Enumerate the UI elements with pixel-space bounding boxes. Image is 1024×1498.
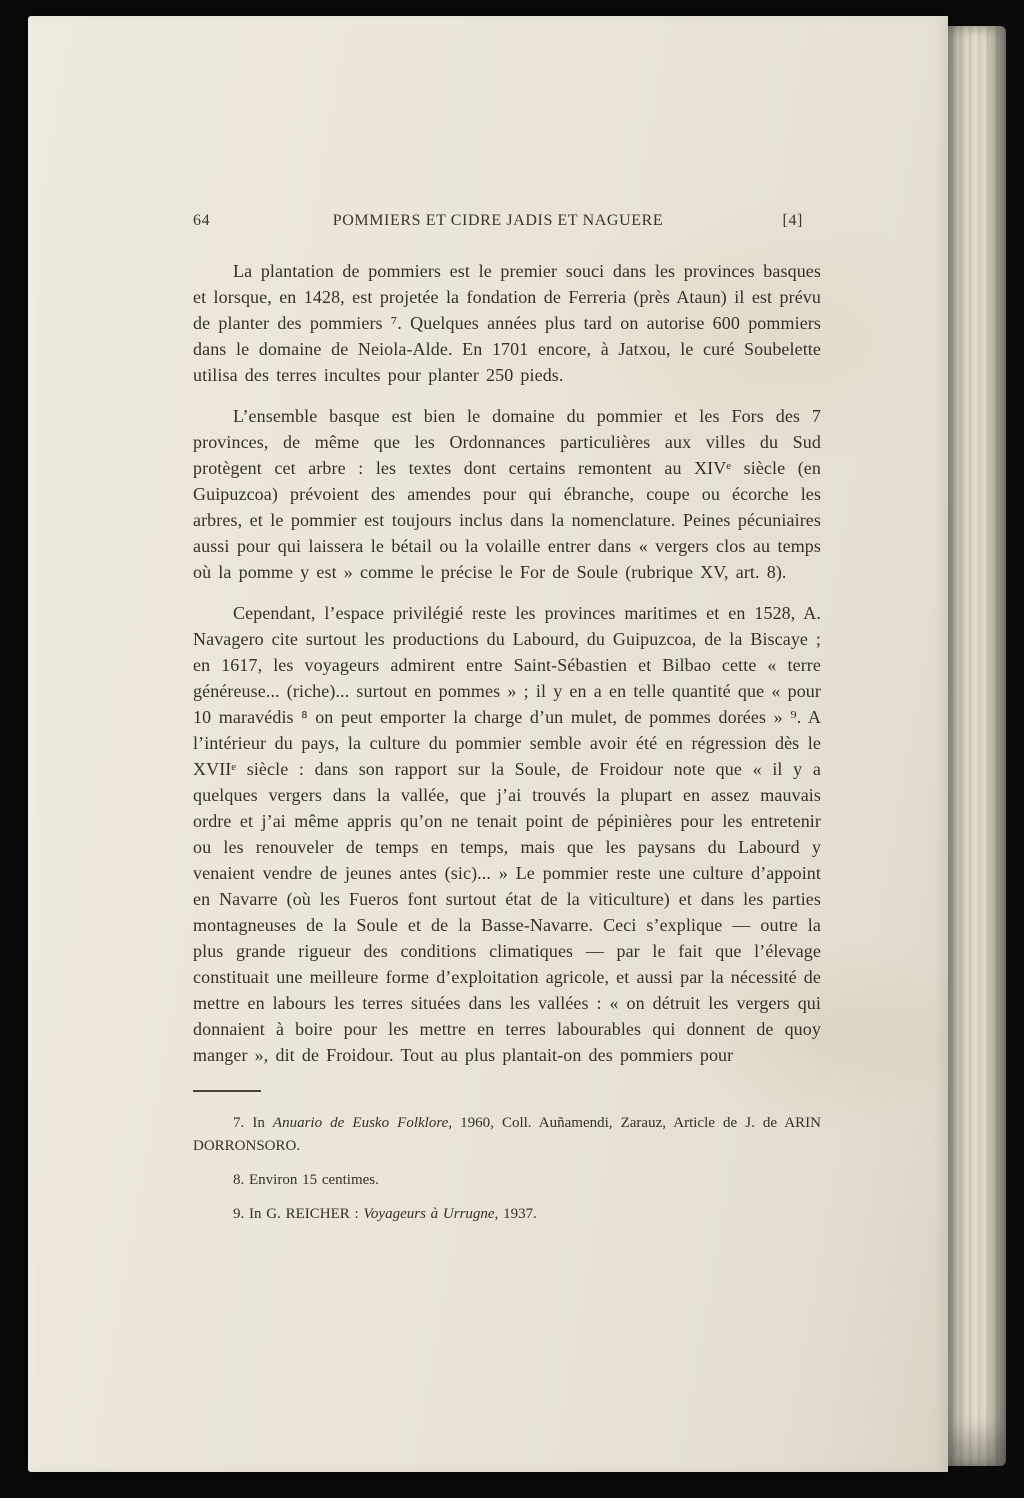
paragraph-2: L’ensemble basque est bien le domaine du pommier et les Fors des 7 provinces, de même que les Ordonnances particulières aux villes du Sud protègent cet arbre : les textes dont certains remontent au XIVᵉ siècle (en Guipuzcoa) prévoient des amendes pour qui ébranche, coupe ou écorche les arbres, et le pommier est toujours inclus dans la nomenclature. Peines pécuniaires aussi pour qui laissera le bétail ou la volaille entrer dans « vergers clos au temps où la pomme y est » comme le précise le For de Soule (rubrique XV, art. 8). (193, 406, 821, 582)
page-edges (946, 26, 1006, 1466)
footnote-9-post: , 1937. (494, 1206, 537, 1222)
footnote-9-pre: 9. In G. REICHER : (233, 1206, 364, 1222)
footnote-8: 8. Environ 15 centimes. (233, 1172, 379, 1188)
footnotes (193, 1112, 821, 1226)
footnote-7-pre: 7. In (233, 1115, 273, 1131)
footnote-9 (193, 1203, 821, 1226)
footnote-7 (193, 1112, 821, 1158)
footnote-7-title: Anuario de Eusko Folklore (272, 1115, 449, 1131)
issue-mark: [4] (782, 212, 803, 229)
body-text (193, 258, 821, 1068)
running-title: POMMIERS ET CIDRE JADIS ET NAGUERE (332, 212, 664, 229)
page-number: 64 (193, 212, 211, 229)
paragraph-3: Cependant, l’espace privilégié reste les provinces maritimes et en 1528, A. Navagero cite surtout les productions du Labourd, du Guipuzcoa, de la Biscaye ; en 1617, les voyageurs admirent entre Saint-Sébastien et Bilbao cette « terre généreuse... (riche)... surtout en pommes » ; il y en a en telle quantité que « pour 10 maravédis ⁸ on peut emporter la charge d’un mulet, de pommes dorées » ⁹. A l’intérieur du pays, la culture du pommier semble avoir été en régression dès le XVIIᵉ siècle : dans son rapport sur la Soule, de Froidour note que « il y a quelques vergers dans la vallée, que j’ai trouvés la plupart en assez mauvais ordre et j’ai même appris qu’on ne tenait point de pépinières pour les entretenir ou les renouveler de temps en temps, mais que les paysans du Labourd y venaient vendre de jeunes antes (sic)... » Le pommier reste une culture d’appoint en Navarre (où les Fueros font surtout état de la viticulture) et dans les parties montagneuses de la Soule et de la Basse-Navarre. Ceci s’explique — outre la plus grande rigueur des conditions climatiques — par le fait que l’élevage constituait une meilleure forme d’exploitation agricole, et aussi par la nécessité de mettre en labours les terres situées dans les vallées : « on détruit les vergers qui donnaient à boire pour les mettre en terres labourables qui donnent de quoy manger », dit de Froidour. Tout au plus plantait-on des pommiers pour (193, 603, 821, 1065)
footnote-rule (193, 1090, 261, 1092)
book-page (28, 16, 948, 1472)
text-block (193, 212, 821, 1237)
running-head (193, 212, 821, 230)
paragraph-1: La plantation de pommiers est le premier souci dans les provinces basques et lorsque, en 1428, est projetée la fondation de Ferreria (près Ataun) il est prévu de planter des pommiers ⁷. Quelques années plus tard on autorise 600 pommiers dans le domaine de Neiola-Alde. En 1701 encore, à Jatxou, le curé Soubelette utilisa des terres incultes pour planter 250 pieds. (193, 261, 821, 385)
footnote-7-post: , 1960, Coll. Auñamendi, Zarauz, Article de J. de ARIN DORRONSORO. (193, 1115, 821, 1154)
footnote-9-title: Voyageurs à Urrugne (363, 1206, 495, 1222)
